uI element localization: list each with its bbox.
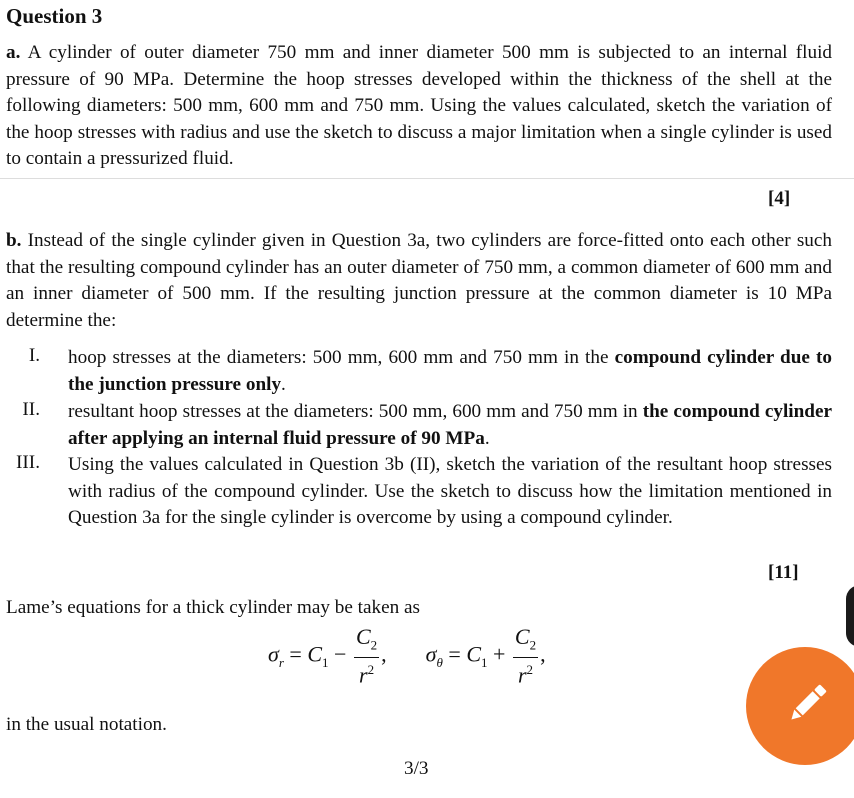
list-item-number: II. bbox=[22, 399, 40, 420]
subscript-one: 1 bbox=[481, 654, 488, 670]
part-a-marks: [4] bbox=[768, 188, 791, 209]
list-item-text: hoop stresses at the diameters: 500 mm, 600 mm and 750 mm in the bbox=[68, 347, 615, 368]
list-item-bold: the compound cylinder after applying an internal fluid pressure of 90 MPa bbox=[68, 401, 832, 449]
exponent-two: 2 bbox=[367, 662, 375, 678]
lame-intro: Lame’s equations for a thick cylinder may be taken as bbox=[6, 597, 420, 618]
edit-button[interactable] bbox=[746, 647, 854, 765]
comma: , bbox=[540, 641, 546, 667]
list-item bbox=[68, 399, 832, 452]
equals-sign: = bbox=[289, 641, 302, 667]
fraction-denominator bbox=[513, 658, 538, 687]
exponent-two: 2 bbox=[526, 662, 534, 678]
list-item-tail: . bbox=[281, 373, 286, 395]
question-title: Question 3 bbox=[6, 4, 103, 28]
list-item-text: Using the values calculated in Question 3b (II), sketch the variation of the resultant hoop stresses with radius of the compound cylinder. Use the sketch to discuss how the limitation mentioned in Question 3a for the single cylinder is overcome by using a compound cylinder. bbox=[68, 454, 832, 528]
lame-equation bbox=[268, 625, 546, 688]
list-item-bold: compound cylinder due to the junction pressure only bbox=[68, 347, 832, 395]
list-item-number: I. bbox=[28, 345, 40, 366]
part-b-text bbox=[6, 228, 832, 334]
part-b-body: Instead of the single cylinder given in Question 3a, two cylinders are force-fitted onto each other such that the resulting compound cylinder has an outer diameter of 750 mm, a common diameter of 600 mm and an inner diameter of 500 mm. If the resulting junction pressure at the common diameter is 10 MPa determine the: bbox=[6, 230, 832, 331]
constant-c: C bbox=[514, 624, 530, 649]
sigma-symbol: σ bbox=[268, 641, 279, 667]
radius-r: r bbox=[359, 662, 368, 688]
pencil-icon bbox=[782, 679, 832, 729]
side-panel-tab[interactable] bbox=[846, 585, 854, 647]
divider bbox=[0, 178, 854, 179]
comma: , bbox=[381, 641, 387, 667]
part-a-text bbox=[6, 40, 832, 173]
plus-sign: + bbox=[493, 641, 506, 667]
list-item-tail: . bbox=[484, 427, 490, 449]
fraction-numerator bbox=[354, 625, 379, 658]
subscript-one: 1 bbox=[322, 654, 329, 670]
part-a-body: A cylinder of outer diameter 750 mm and inner diameter 500 mm is subjected to an internal fluid pressure of 90 MPa. Determine the hoop stresses developed within the thickness of the shell at the following diameters: 500 mm, 600 mm and 750 mm. Using the values calculated, sketch the variation of the hoop stresses with radius and use the sketch to discuss a major limitation when a single cylinder is used to contain a pressurized fluid. bbox=[6, 42, 832, 169]
list-item bbox=[68, 452, 832, 532]
fraction-numerator bbox=[513, 625, 538, 658]
part-a-label: a. bbox=[6, 42, 21, 63]
part-b-marks: [11] bbox=[768, 562, 799, 583]
fraction-denominator bbox=[354, 658, 379, 687]
list-item bbox=[68, 345, 832, 398]
fraction bbox=[513, 625, 538, 688]
subscript-theta: θ bbox=[436, 654, 443, 670]
page-number: 3/3 bbox=[404, 758, 429, 779]
subscript-r: r bbox=[278, 654, 284, 670]
subscript-two: 2 bbox=[529, 637, 537, 653]
constant-c: C bbox=[355, 624, 371, 649]
sigma-symbol: σ bbox=[425, 641, 437, 667]
minus-sign: − bbox=[334, 641, 347, 667]
radius-r: r bbox=[517, 662, 527, 688]
fraction bbox=[354, 625, 379, 688]
equals-sign: = bbox=[448, 641, 461, 667]
list-item-text: resultant hoop stresses at the diameters: 500 mm, 600 mm and 750 mm in bbox=[68, 401, 643, 422]
list-item-number: III. bbox=[16, 452, 40, 473]
part-b-label: b. bbox=[6, 230, 22, 251]
constant-c: C bbox=[466, 641, 481, 667]
notation-text: in the usual notation. bbox=[6, 714, 167, 735]
constant-c: C bbox=[307, 641, 323, 667]
subscript-two: 2 bbox=[370, 637, 378, 653]
